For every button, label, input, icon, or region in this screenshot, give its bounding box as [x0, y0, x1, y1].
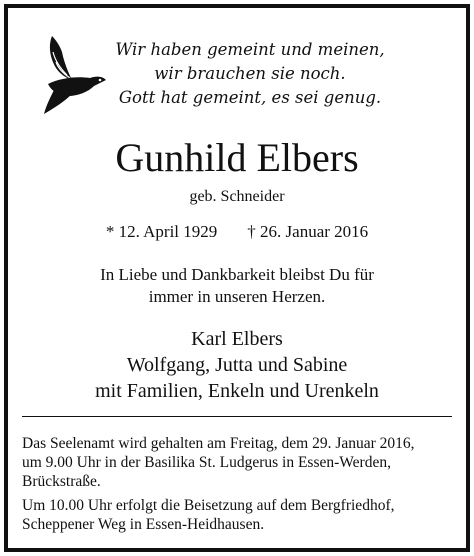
death-date: † 26. Januar 2016 [247, 222, 369, 241]
requiem-info [22, 434, 458, 491]
tribute-text [8, 264, 466, 308]
mourner-line: Wolfgang, Jutta und Sabine [126, 354, 348, 376]
burial-line: Um 10.00 Uhr erfolgt die Beisetzung auf dem Bergfriedhof, [22, 497, 395, 514]
birth-name: geb. Schneider [189, 188, 285, 205]
obituary-frame [4, 4, 470, 552]
requiem-line: Brückstraße. [22, 473, 101, 490]
burial-line: Scheppener Weg in Essen-Heidhausen. [22, 516, 265, 533]
poem-line: Gott hat gemeint, es sei genug. [118, 88, 382, 107]
poem-line: wir brauchen sie noch. [154, 64, 346, 83]
mourner-line: Karl Elbers [191, 328, 283, 350]
life-dates [8, 222, 466, 242]
deceased-name: Gunhild Elbers [115, 135, 359, 180]
birth-date: * 12. April 1929 [105, 222, 218, 241]
requiem-line: um 9.00 Uhr in der Basilika St. Ludgerus in Essen-Werden, [22, 454, 391, 471]
divider [22, 416, 452, 417]
poem [100, 38, 400, 110]
mourner-line: mit Familien, Enkeln und Urenkeln [95, 380, 379, 402]
tribute-line: In Liebe und Dankbarkeit bleibst Du für [100, 265, 374, 284]
requiem-line: Das Seelenamt wird gehalten am Freitag, dem 29. Januar 2016, [22, 435, 415, 452]
poem-line: Wir haben gemeint und meinen, [115, 40, 385, 59]
burial-info [22, 496, 458, 534]
mourners-list [8, 326, 466, 404]
tribute-line: immer in unseren Herzen. [148, 287, 326, 306]
